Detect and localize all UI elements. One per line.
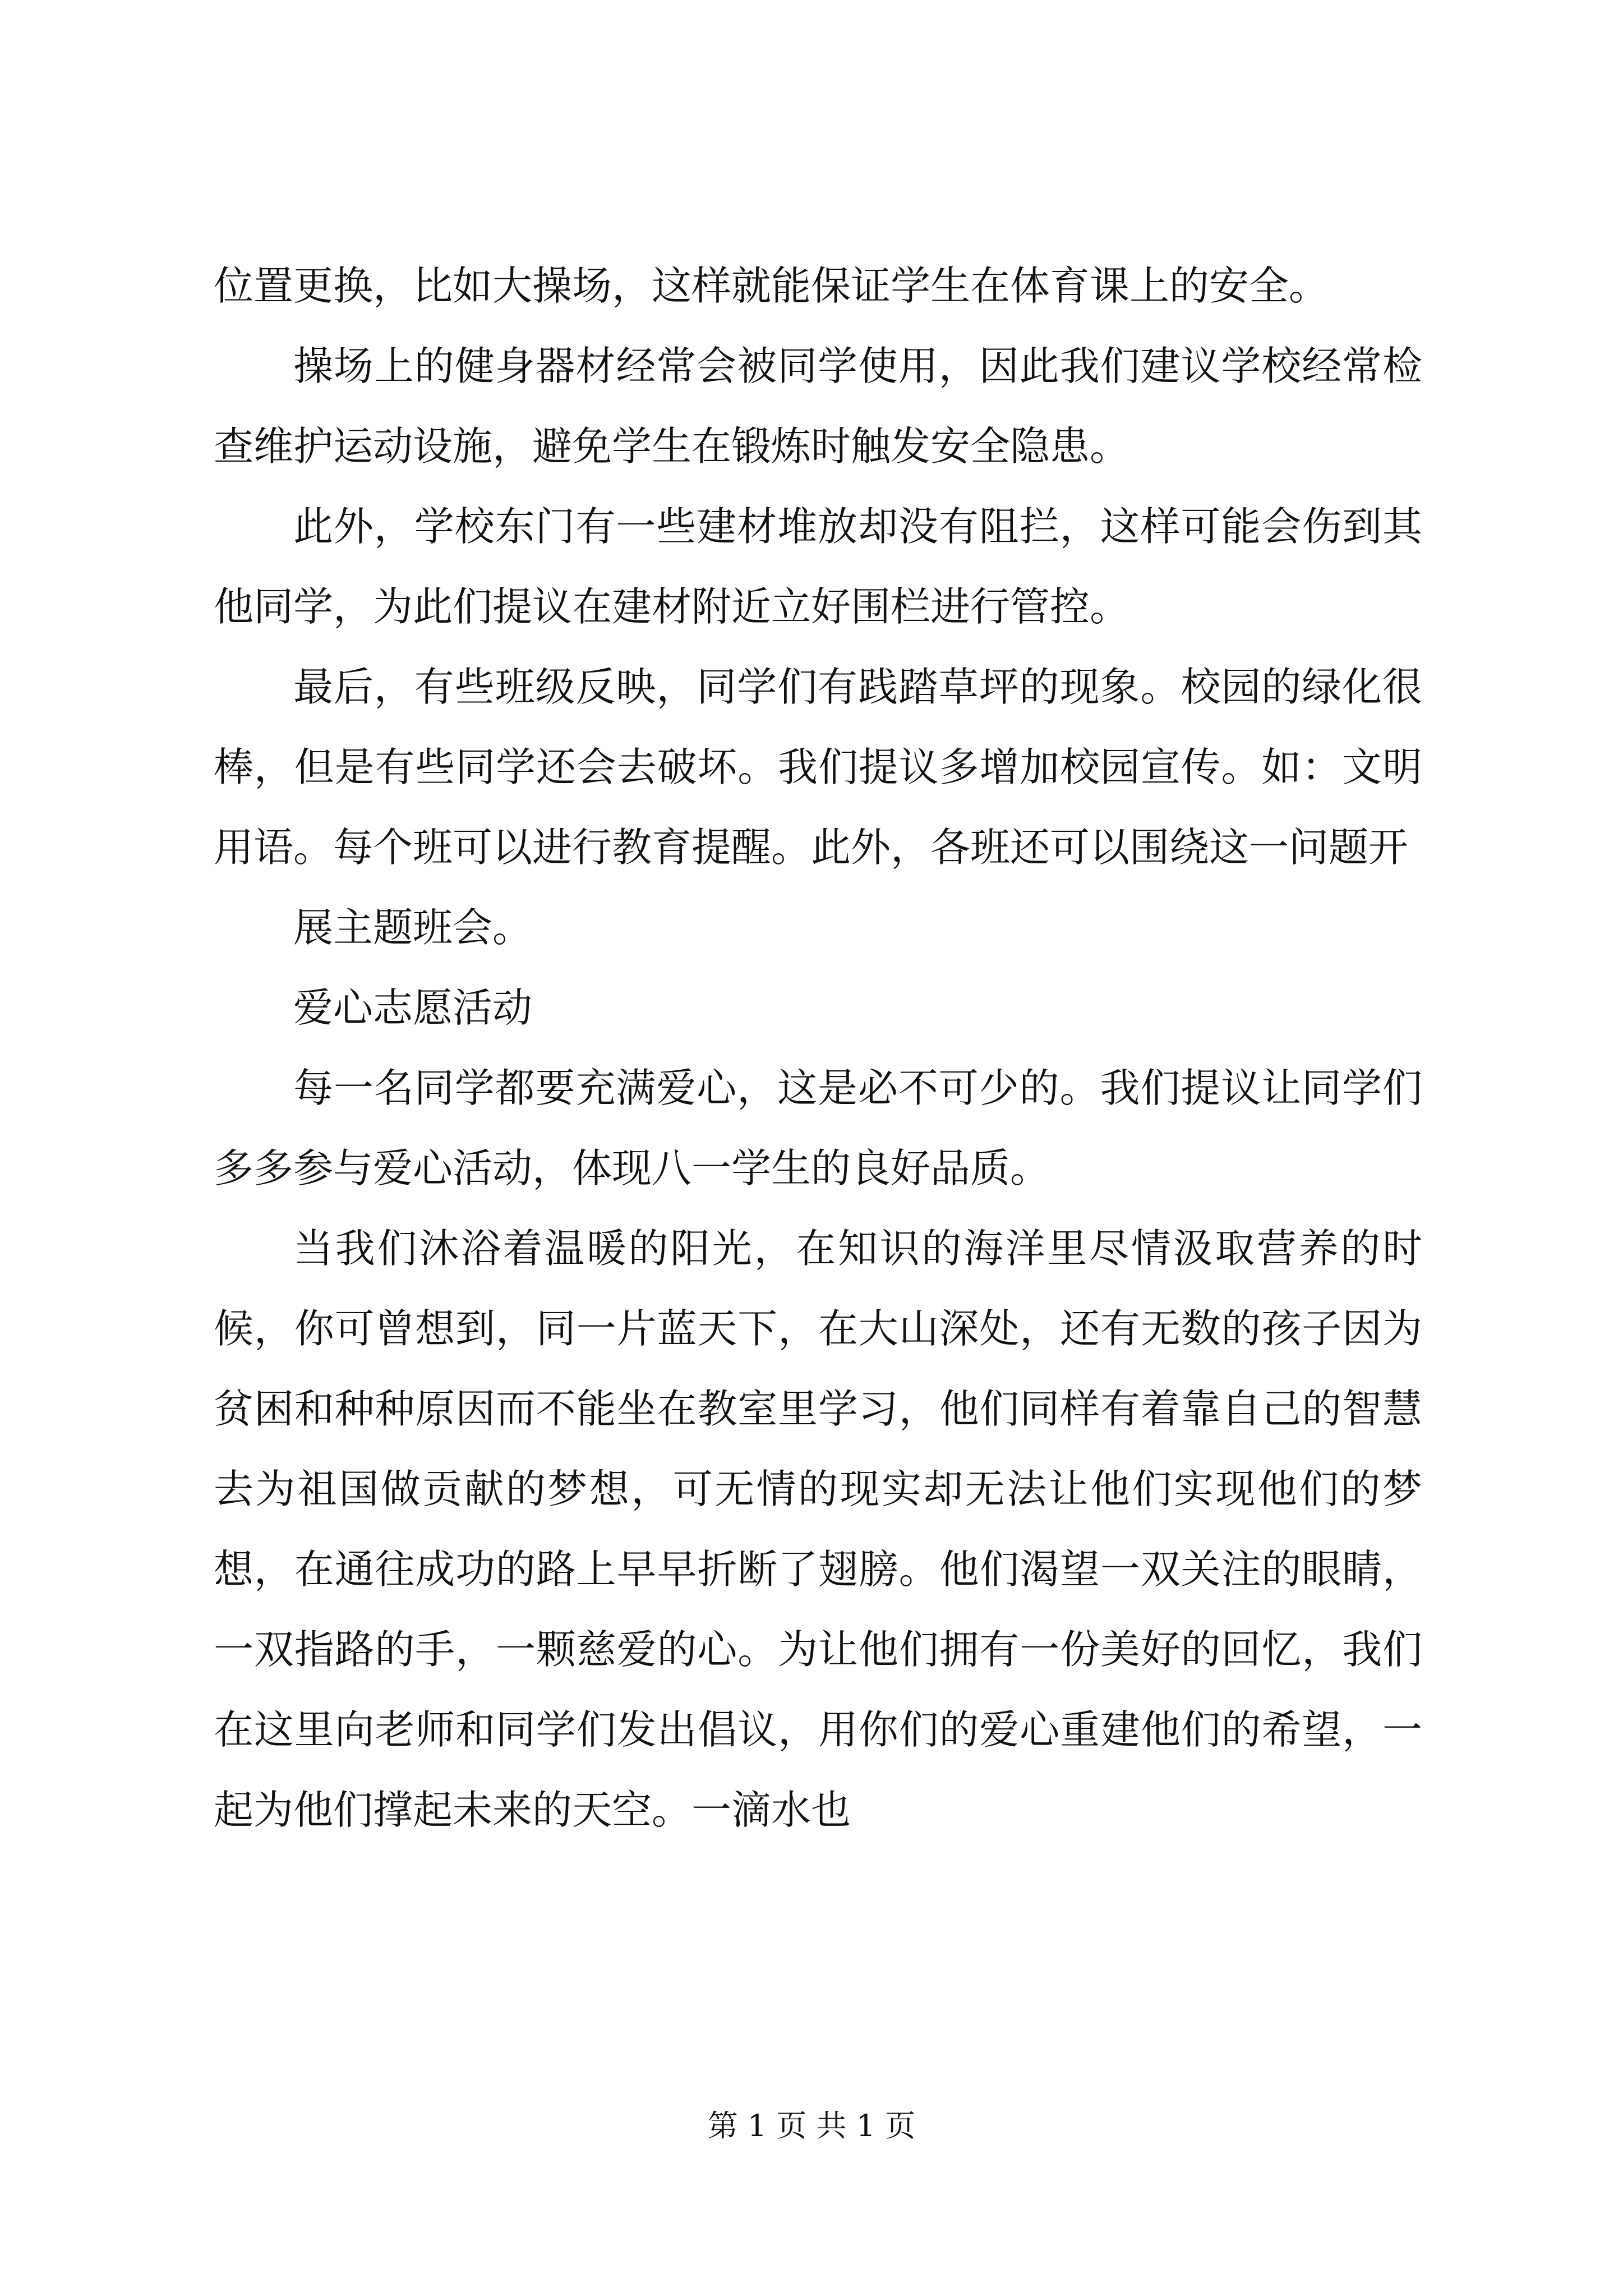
page-footer xyxy=(0,2106,1623,2146)
paragraph: 此外，学校东门有一些建材堆放却没有阻拦，这样可能会伤到其他同学，为此们提议在建材附近立好围栏进行管控。 xyxy=(214,503,1422,630)
section-heading: 爱心志愿活动 xyxy=(293,984,533,1031)
paragraph: 展主题班会。 xyxy=(293,904,533,951)
page-number-label: 第 1 页 共 1 页 xyxy=(707,2108,916,2143)
paragraph: 当我们沐浴着温暖的阳光，在知识的海洋里尽情汲取营养的时候，你可曾想到，同一片蓝天下，在大山深处，还有无数的孩子因为贫困和种种原因而不能坐在教室里学习，他们同样有着靠自己的智慧去为祖国做贡献的梦想，可无情的现实却无法让他们实现他们的梦想，在通往成功的路上早早折断了翅膀。他们渴望一双关注的眼睛，一双指路的手，一颗慈爱的心。为让他们拥有一份美好的回忆，我们在这里向老师和同学们发出倡议，用你们的爱心重建他们的希望，一起为他们撑起未来的天空。一滴水也 xyxy=(214,1225,1422,1833)
paragraph: 位置更换，比如大操场，这样就能保证学生在体育课上的安全。 xyxy=(214,263,1329,309)
paragraph: 每一名同学都要充满爱心，这是必不可少的。我们提议让同学们多多参与爱心活动，体现八一学生的良好品质。 xyxy=(214,1065,1422,1191)
paragraph: 最后，有些班级反映，同学们有践踏草坪的现象。校园的绿化很棒，但是有些同学还会去破坏。我们提议多增加校园宣传。如：文明用语。每个班可以进行教育提醒。此外，各班还可以围绕这一问题开 xyxy=(214,664,1422,871)
paragraph: 操场上的健身器材经常会被同学使用，因此我们建议学校经常检查维护运动设施，避免学生在锻炼时触发安全隐患。 xyxy=(214,343,1422,470)
document-body xyxy=(214,246,1422,1850)
